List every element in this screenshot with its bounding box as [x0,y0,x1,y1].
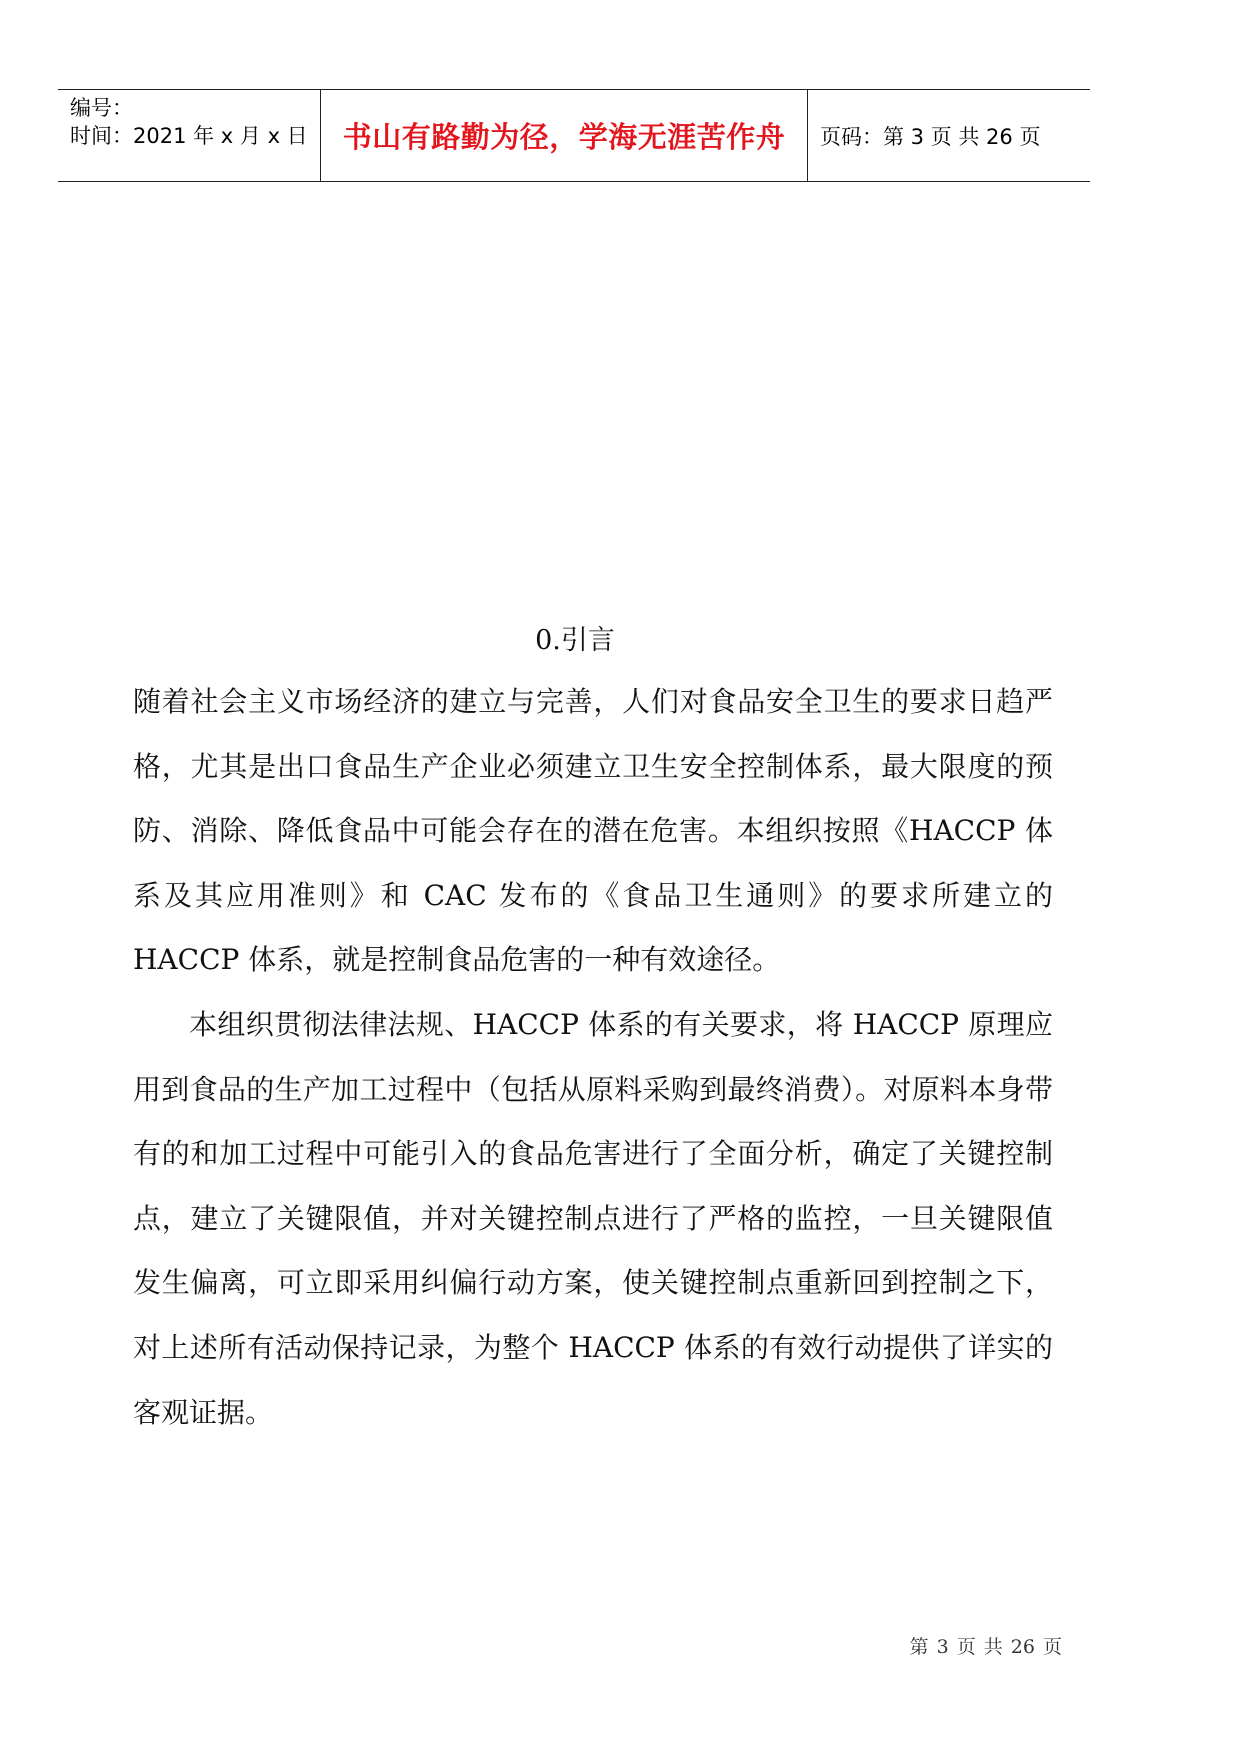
page-footer: 第 3 页 共 26 页 [909,1636,1062,1658]
section-title: 0.引言 [535,625,615,656]
body-text [133,670,1053,1445]
page-header [58,89,1090,182]
header-motto-cell [321,90,808,181]
paragraph: 本组织贯彻法律法规、HACCP 体系的有关要求，将 HACCP 原理应用到食品的生产加工过程中（包括从原料采购到最终消费）。对原料本身带有的和加工过程中可能引入的食品危害进行了全面分析，确定了关键控制点，建立了关键限值，并对关键控制点进行了严格的监控，一旦关键限值发生偏离，可立即采用纠偏行动方案，使关键控制点重新回到控制之下，对上述所有活动保持记录，为整个 HACCP 体系的有效行动提供了详实的客观证据。 [133,1007,1053,1429]
document-number-label: 编号： [70,96,133,120]
header-page-info: 页码：第 3 页 共 26 页 [820,124,1041,149]
header-page-cell [808,90,1090,181]
paragraph: 随着社会主义市场经济的建立与完善，人们对食品安全卫生的要求日趋严格，尤其是出口食品生产企业必须建立卫生安全控制体系，最大限度的预防、消除、降低食品中可能会存在的潜在危害。本组织按照《HACCP 体系及其应用准则》和 CAC 发布的《食品卫生通则》的要求所建立的 HACCP 体系，就是控制食品危害的一种有效途径。 [133,685,1053,977]
document-time-label: 时间：2021 年 x 月 x 日 [70,124,308,148]
header-motto: 书山有路勤为径，学海无涯苦作舟 [342,120,786,154]
header-meta-cell [58,90,321,181]
